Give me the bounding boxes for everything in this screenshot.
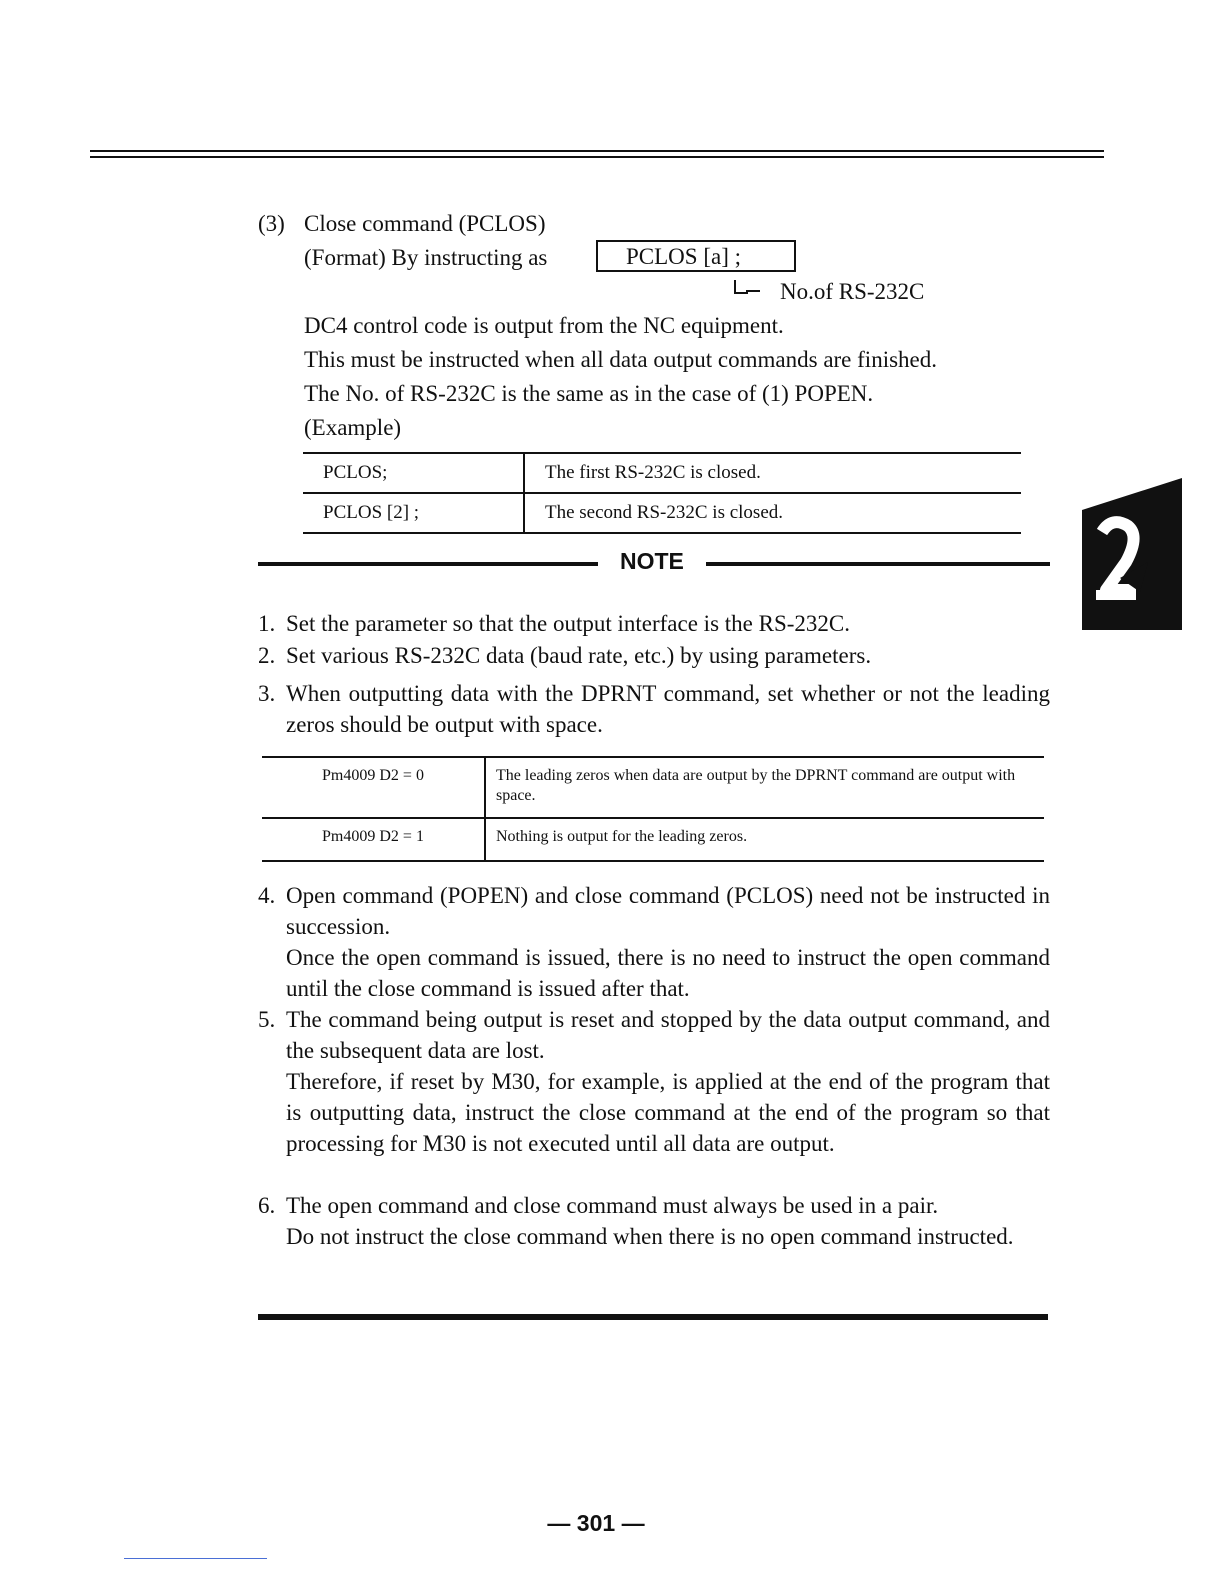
- example-table: [303, 452, 1021, 534]
- paragraph-1: DC4 control code is output from the NC equipment.: [304, 313, 784, 338]
- param-setting: Pm4009 D2 = 0: [262, 757, 485, 818]
- chapter-tab-icon: [1082, 470, 1182, 630]
- note-item-number: 3.: [258, 681, 276, 706]
- table-row: [262, 757, 1044, 818]
- note-label: NOTE: [620, 548, 684, 574]
- note-item-6: [258, 1190, 1050, 1252]
- note-item-number: 5.: [258, 1007, 276, 1032]
- note-item-number: 6.: [258, 1193, 276, 1218]
- note-item-5: [258, 1004, 1050, 1159]
- example-code: PCLOS;: [303, 453, 524, 493]
- example-desc: The second RS-232C is closed.: [524, 493, 1021, 533]
- table-row: [262, 818, 1044, 861]
- footer-line: [124, 1558, 267, 1559]
- note-item-3: [258, 678, 1050, 740]
- note-item-text: Set the parameter so that the output interface is the RS-232C.: [286, 611, 850, 636]
- format-command: PCLOS [a] ;: [626, 244, 741, 269]
- note-item-number: 4.: [258, 883, 276, 908]
- note-item-1: [258, 608, 1050, 639]
- param-setting: Pm4009 D2 = 1: [262, 818, 485, 861]
- example-code: PCLOS [2] ;: [303, 493, 524, 533]
- note-rule-left: [258, 562, 598, 566]
- param-desc: The leading zeros when data are output by the DPRNT command are output with space.: [485, 757, 1044, 818]
- note-item-4: [258, 880, 1050, 1004]
- format-annotation: No.of RS-232C: [780, 279, 925, 304]
- example-label: (Example): [304, 415, 402, 440]
- example-desc: The first RS-232C is closed.: [524, 453, 1021, 493]
- note-item-text: When outputting data with the DPRNT command, set whether or not the leading zeros should be output with space.: [286, 681, 1050, 737]
- header-rule-top: [90, 150, 1104, 152]
- format-prefix: (Format) By instructing as: [304, 245, 548, 270]
- note-end-rule: [258, 1314, 1048, 1320]
- section-number: (3): [258, 211, 285, 236]
- note-item-text-cont: Therefore, if reset by M30, for example, is applied at the end of the program that is outputting data, instruct the close command at the end of the program so that processing for M30 is not executed until all data are output.: [286, 1069, 1050, 1156]
- note-item-number: 2.: [258, 643, 276, 668]
- section-title: Close command (PCLOS): [304, 211, 546, 236]
- table-row: [303, 493, 1021, 533]
- page-number: — 301 —: [547, 1510, 645, 1536]
- paragraph-3: The No. of RS-232C is the same as in the case of (1) POPEN.: [304, 381, 874, 406]
- note-item-number: 1.: [258, 611, 276, 636]
- note-rule-right: [706, 562, 1050, 566]
- table-row: [303, 453, 1021, 493]
- paragraph-2: This must be instructed when all data output commands are finished.: [304, 347, 937, 372]
- note-item-text: Set various RS-232C data (baud rate, etc.) by using parameters.: [286, 643, 872, 668]
- note-item-text: The open command and close command must always be used in a pair.: [286, 1193, 939, 1218]
- parameter-table: [262, 756, 1044, 862]
- param-desc: Nothing is output for the leading zeros.: [485, 818, 1044, 861]
- note-item-text-cont: Do not instruct the close command when there is no open command instructed.: [286, 1224, 1014, 1249]
- format-command-box: [596, 240, 796, 272]
- note-item-2: [258, 640, 1050, 671]
- note-item-text: The command being output is reset and stopped by the data output command, and the subsequent data are lost.: [286, 1007, 1050, 1063]
- note-item-text: Open command (POPEN) and close command (PCLOS) need not be instructed in succession.: [286, 883, 1050, 939]
- note-item-text-cont: Once the open command is issued, there is no need to instruct the open command until the close command is issued after that.: [286, 945, 1050, 1001]
- annotation-pointer-tail: [746, 290, 760, 292]
- header-rule-bottom: [90, 156, 1104, 158]
